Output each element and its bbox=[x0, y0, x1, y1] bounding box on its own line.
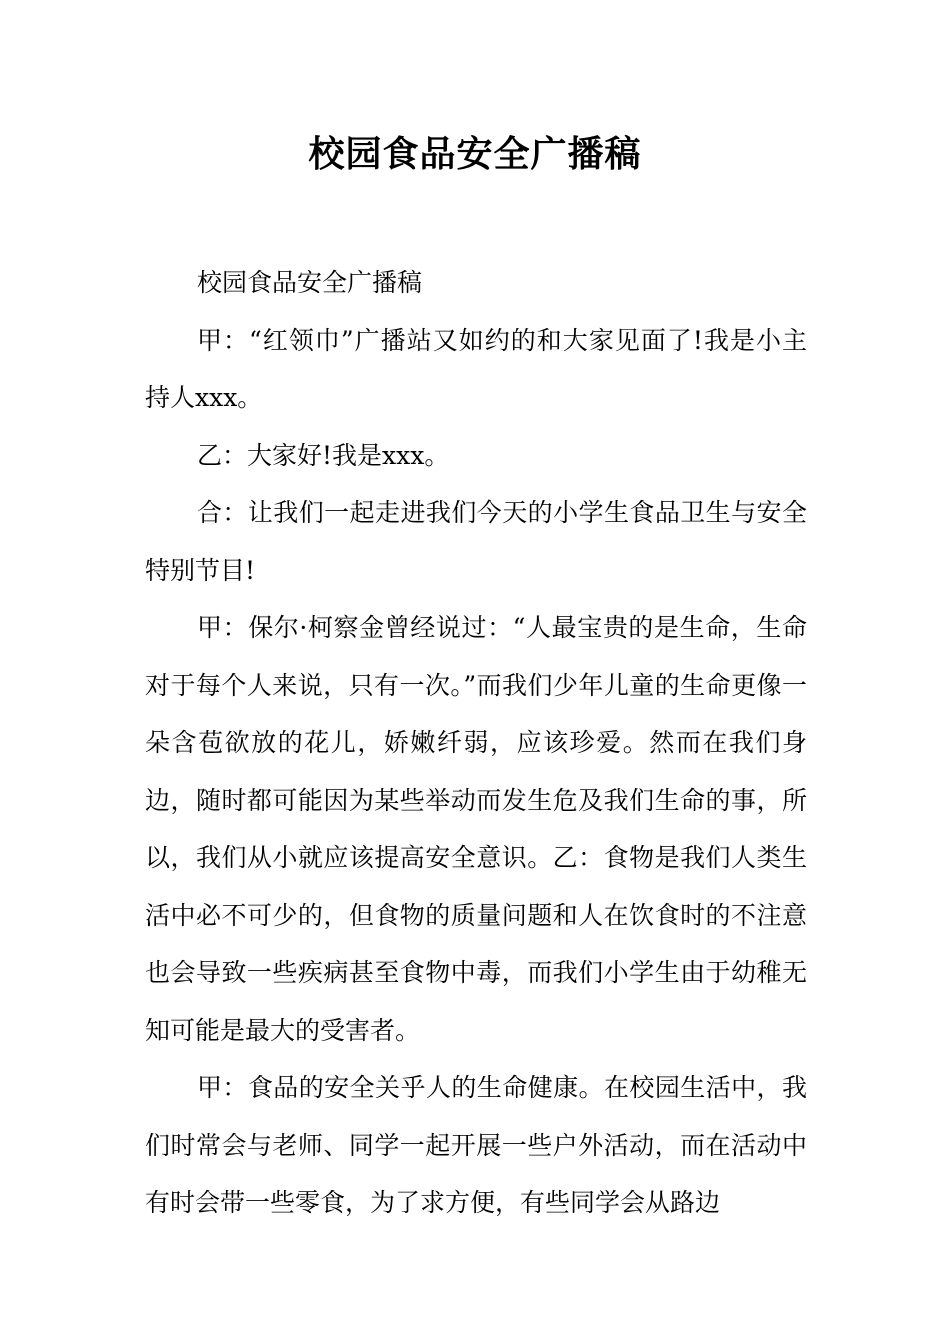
document-title: 校园食品安全广播稿 bbox=[308, 133, 642, 175]
paragraph-jia-intro: 甲：“红领巾”广播站又如约的和大家见面了!我是小主持人xxx。 bbox=[145, 325, 807, 412]
paragraph-yi-greeting: 乙：大家好!我是xxx。 bbox=[197, 440, 450, 470]
document-body bbox=[145, 254, 807, 1232]
paragraph-jia-quote: 甲：保尔·柯察金曾经说过：“人最宝贵的是生命，生命对于每个人来说，只有一次。”而我们少年儿童的生命更像一朵含苞欲放的花儿，娇嫩纤弱，应该珍爱。然而在我们身边，随时都可能因为某些举动而发生危及我们生命的事，所以，我们从小就应该提高安全意识。乙：食物是我们人类生活中必不可少的，但食物的质量问题和人在饮食时的不注意也会导致一些疾病甚至食物中毒，而我们小学生由于幼稚无知可能是最大的受害者。 bbox=[145, 613, 807, 1045]
paragraph-together: 合：让我们一起走进我们今天的小学生食品卫生与安全特别节目! bbox=[145, 498, 807, 585]
paragraph-jia-food-safety: 甲：食品的安全关乎人的生命健康。在校园生活中，我们时常会与老师、同学一起开展一些户外活动，而在活动中有时会带一些零食，为了求方便，有些同学会从路边 bbox=[145, 1073, 807, 1217]
paragraph-subtitle: 校园食品安全广播稿 bbox=[197, 268, 423, 297]
